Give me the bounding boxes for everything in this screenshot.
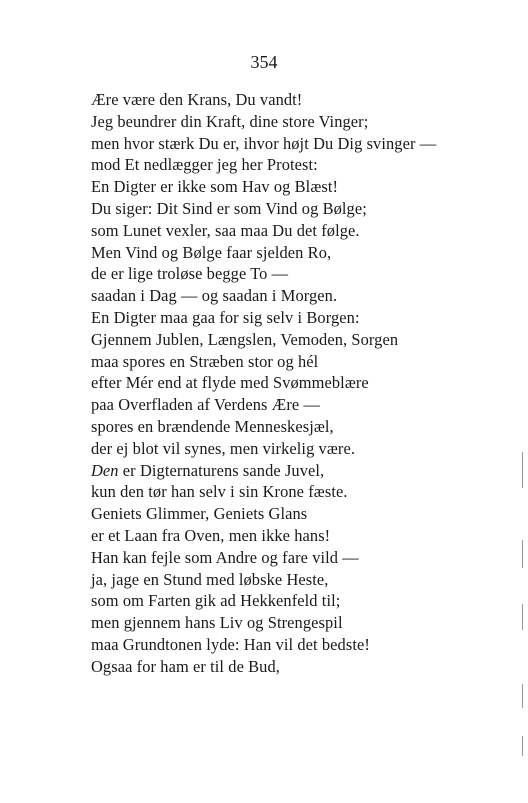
poem-line-24: som om Farten gik ad Hekkenfeld til; xyxy=(91,591,341,611)
poem-line-2: Jeg beundrer din Kraft, dine store Vinger; xyxy=(91,111,369,131)
poem-line-1: Ære være den Krans, Du vandt! xyxy=(91,90,303,109)
page-edge-mark xyxy=(522,684,523,708)
poem-line-20: Geniets Glimmer, Geniets Glans xyxy=(91,504,308,524)
poem-line-5: En Digter er ikke som Hav og Blæst! xyxy=(91,177,339,197)
poem-line-21: er et Laan fra Oven, men ikke hans! xyxy=(91,525,331,545)
poem-line-18-rest: er Digternaturens sande Juvel, xyxy=(118,460,325,480)
poem-line-9: de er lige troløse begge To — xyxy=(91,264,289,284)
poem-line-22: Han kan fejle som Andre og fare vild — xyxy=(91,547,359,567)
poem-line-13: maa spores en Stræben stor og hél xyxy=(91,351,319,371)
page-edge-mark xyxy=(522,452,523,488)
poem-line-27: Ogsaa for ham er til de Bud, xyxy=(91,656,280,676)
poem-line-17: der ej blot vil synes, men virkelig være. xyxy=(91,438,356,458)
poem-line-4: mod Et nedlægger jeg her Protest: xyxy=(91,155,318,175)
poem-line-19: kun den tør han selv i sin Krone fæste. xyxy=(91,482,348,502)
poem-line-25: men gjennem hans Liv og Strengespil xyxy=(91,613,343,633)
poem-line-6: Du siger: Dit Sind er som Vind og Bølge; xyxy=(91,198,367,218)
poem-text xyxy=(91,89,521,678)
page-edge-mark xyxy=(522,604,523,630)
page-edge-mark xyxy=(522,736,523,756)
poem-line-18 xyxy=(91,460,521,482)
poem-line-26: maa Grundtonen lyde: Han vil det bedste! xyxy=(91,634,370,654)
page-number: 354 xyxy=(250,52,278,72)
poem-line-10: saadan i Dag — og saadan i Morgen. xyxy=(91,286,338,306)
poem-line-15: paa Overfladen af Verdens Ære — xyxy=(91,395,320,415)
poem-line-11: En Digter maa gaa for sig selv i Borgen: xyxy=(91,307,360,327)
poem-line-16: spores en brændende Menneskesjæl, xyxy=(91,416,334,436)
page-edge-mark xyxy=(522,540,523,568)
poem-line-7: som Lunet vexler, saa maa Du det følge. xyxy=(91,220,360,240)
poem-line-14: efter Mér end at flyde med Svømmeblære xyxy=(91,373,369,393)
poem-line-12: Gjennem Jublen, Længslen, Vemoden, Sorgen xyxy=(91,329,399,349)
poem-line-8: Men Vind og Bølge faar sjelden Ro, xyxy=(91,242,332,262)
emphasized-word: Den xyxy=(91,460,119,480)
poem-line-3: men hvor stærk Du er, ihvor højt Du Dig svinger — xyxy=(91,133,437,153)
poem-line-23: ja, jage en Stund med løbske Heste, xyxy=(91,569,329,589)
